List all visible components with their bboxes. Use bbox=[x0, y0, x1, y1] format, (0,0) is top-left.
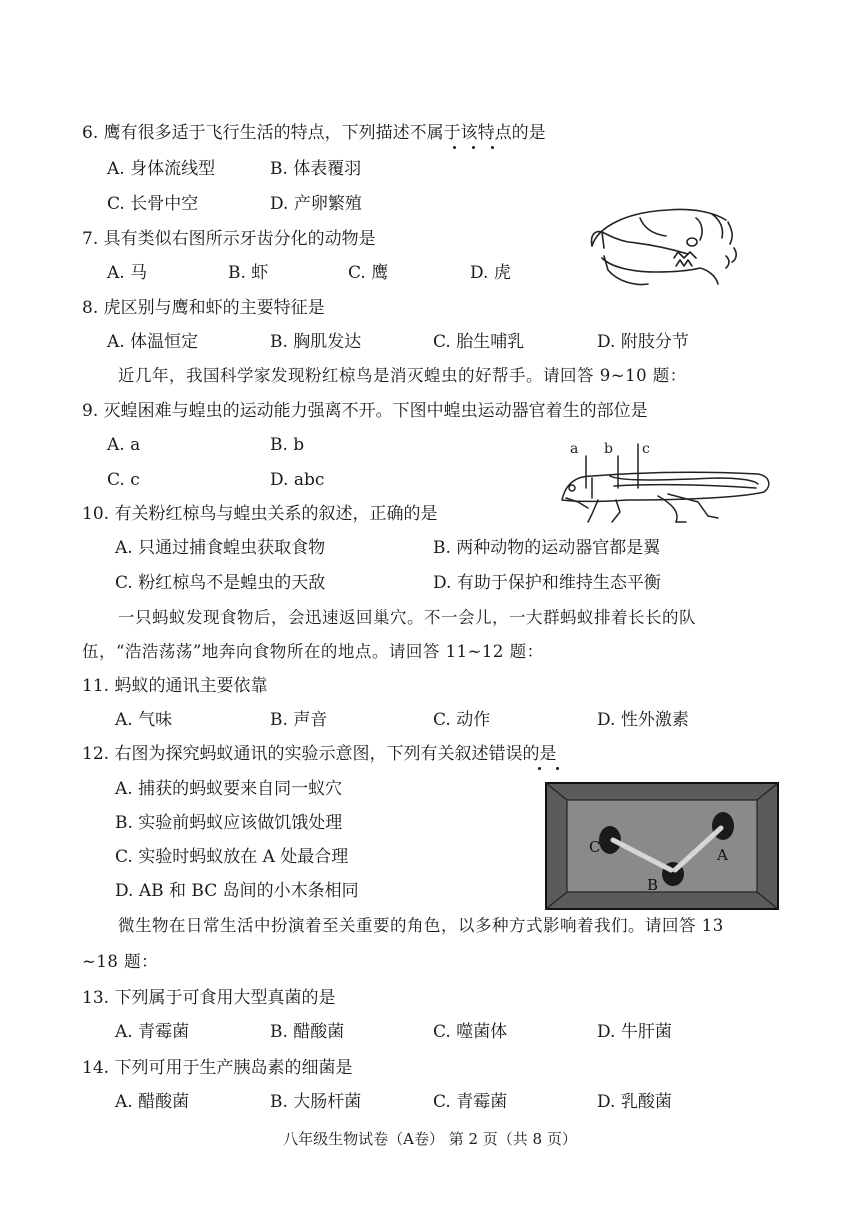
island-c-label: C bbox=[589, 838, 601, 856]
q8-option-b: B. 胸肌发达 bbox=[270, 332, 362, 352]
grasshopper-figure bbox=[558, 438, 778, 530]
q13-option-c: C. 噬菌体 bbox=[433, 1022, 508, 1042]
q12-option-d: D. AB 和 BC 岛间的小木条相同 bbox=[115, 881, 359, 901]
intro-13-18-line2: ~18 题： bbox=[82, 952, 159, 971]
page-footer: 八年级生物试卷（A卷） 第 2 页（共 8 页） bbox=[283, 1130, 577, 1148]
q10-option-d: D. 有助于保护和维持生态平衡 bbox=[433, 573, 661, 593]
q10-option-c: C. 粉红椋鸟不是蝗虫的天敌 bbox=[115, 573, 326, 593]
q11-option-d: D. 性外激素 bbox=[597, 710, 689, 730]
q11-option-b: B. 声音 bbox=[270, 710, 328, 730]
q12-option-c: C. 实验时蚂蚁放在 A 处最合理 bbox=[115, 847, 349, 867]
question-9-stem: 9. 灭蝗困难与蝗虫的运动能力强离不开。下图中蝗虫运动器官着生的部位是 bbox=[82, 401, 648, 421]
q11-option-c: C. 动作 bbox=[433, 710, 491, 730]
q6-option-c: C. 长骨中空 bbox=[107, 194, 199, 214]
q9-option-d: D. abc bbox=[270, 470, 325, 490]
emphasis-dot bbox=[472, 146, 475, 149]
ant-experiment-figure bbox=[545, 782, 779, 910]
emphasis-dot bbox=[538, 767, 541, 770]
intro-11-12-line1: 一只蚂蚁发现食物后，会迅速返回巢穴。不一会儿，一大群蚂蚁排着长长的队 bbox=[118, 608, 696, 627]
q6-option-a: A. 身体流线型 bbox=[107, 159, 216, 179]
q7-option-c: C. 鹰 bbox=[348, 263, 389, 283]
q8-option-a: A. 体温恒定 bbox=[107, 332, 199, 352]
label-c: c bbox=[642, 441, 650, 457]
island-b-label: B bbox=[647, 876, 659, 894]
q8-option-c: C. 胎生哺乳 bbox=[433, 332, 525, 352]
q14-option-b: B. 大肠杆菌 bbox=[270, 1092, 362, 1112]
label-b: b bbox=[604, 441, 613, 457]
intro-11-12-line2: 伍，“浩浩荡荡”地奔向食物所在的地点。请回答 11~12 题： bbox=[82, 642, 544, 661]
q12-option-a: A. 捕获的蚂蚁要来自同一蚁穴 bbox=[115, 779, 343, 799]
label-a: a bbox=[570, 441, 579, 457]
q10-option-b: B. 两种动物的运动器官都是翼 bbox=[433, 538, 661, 558]
q14-option-d: D. 乳酸菌 bbox=[597, 1092, 672, 1112]
question-8-stem: 8. 虎区别与鹰和虾的主要特征是 bbox=[82, 298, 325, 318]
q14-option-a: A. 醋酸菌 bbox=[115, 1092, 190, 1112]
q7-option-b: B. 虾 bbox=[228, 263, 269, 283]
emphasis-dot bbox=[491, 146, 494, 149]
intro-9-10: 近几年，我国科学家发现粉红椋鸟是消灭蝗虫的好帮手。请回答 9~10 题： bbox=[118, 366, 687, 385]
question-10-stem: 10. 有关粉红椋鸟与蝗虫关系的叙述，正确的是 bbox=[82, 504, 438, 524]
question-13-stem: 13. 下列属于可食用大型真菌的是 bbox=[82, 988, 336, 1008]
question-7-stem: 7. 具有类似右图所示牙齿分化的动物是 bbox=[82, 229, 376, 249]
question-12-stem: 12. 右图为探究蚂蚁通讯的实验示意图，下列有关叙述错误的是 bbox=[82, 744, 557, 764]
q13-option-d: D. 牛肝菌 bbox=[597, 1022, 672, 1042]
question-6-stem: 6. 鹰有很多适于飞行生活的特点，下列描述不属于该特点的是 bbox=[82, 123, 546, 143]
question-14-stem: 14. 下列可用于生产胰岛素的细菌是 bbox=[82, 1058, 353, 1078]
q8-option-d: D. 附肢分节 bbox=[597, 332, 689, 352]
q13-option-b: B. 醋酸菌 bbox=[270, 1022, 345, 1042]
intro-13-18-line1: 微生物在日常生活中扮演着至关重要的角色，以多种方式影响着我们。请回答 13 bbox=[118, 916, 724, 935]
island-a-label: A bbox=[717, 846, 728, 864]
q7-option-a: A. 马 bbox=[107, 263, 148, 283]
q11-option-a: A. 气味 bbox=[115, 710, 173, 730]
q12-option-b: B. 实验前蚂蚁应该做饥饿处理 bbox=[115, 813, 343, 833]
emphasis-dot bbox=[556, 767, 559, 770]
q6-option-d: D. 产卵繁殖 bbox=[270, 194, 362, 214]
skull-teeth-figure bbox=[588, 198, 748, 296]
q7-option-d: D. 虎 bbox=[470, 263, 511, 283]
q10-option-a: A. 只通过捕食蝗虫获取食物 bbox=[115, 538, 326, 558]
q9-option-b: B. b bbox=[270, 435, 305, 455]
emphasis-dot bbox=[453, 146, 456, 149]
question-11-stem: 11. 蚂蚁的通讯主要依靠 bbox=[82, 676, 268, 696]
q6-option-b: B. 体表覆羽 bbox=[270, 159, 362, 179]
q14-option-c: C. 青霉菌 bbox=[433, 1092, 508, 1112]
q13-option-a: A. 青霉菌 bbox=[115, 1022, 190, 1042]
q9-option-c: C. c bbox=[107, 470, 140, 490]
q9-option-a: A. a bbox=[107, 435, 141, 455]
